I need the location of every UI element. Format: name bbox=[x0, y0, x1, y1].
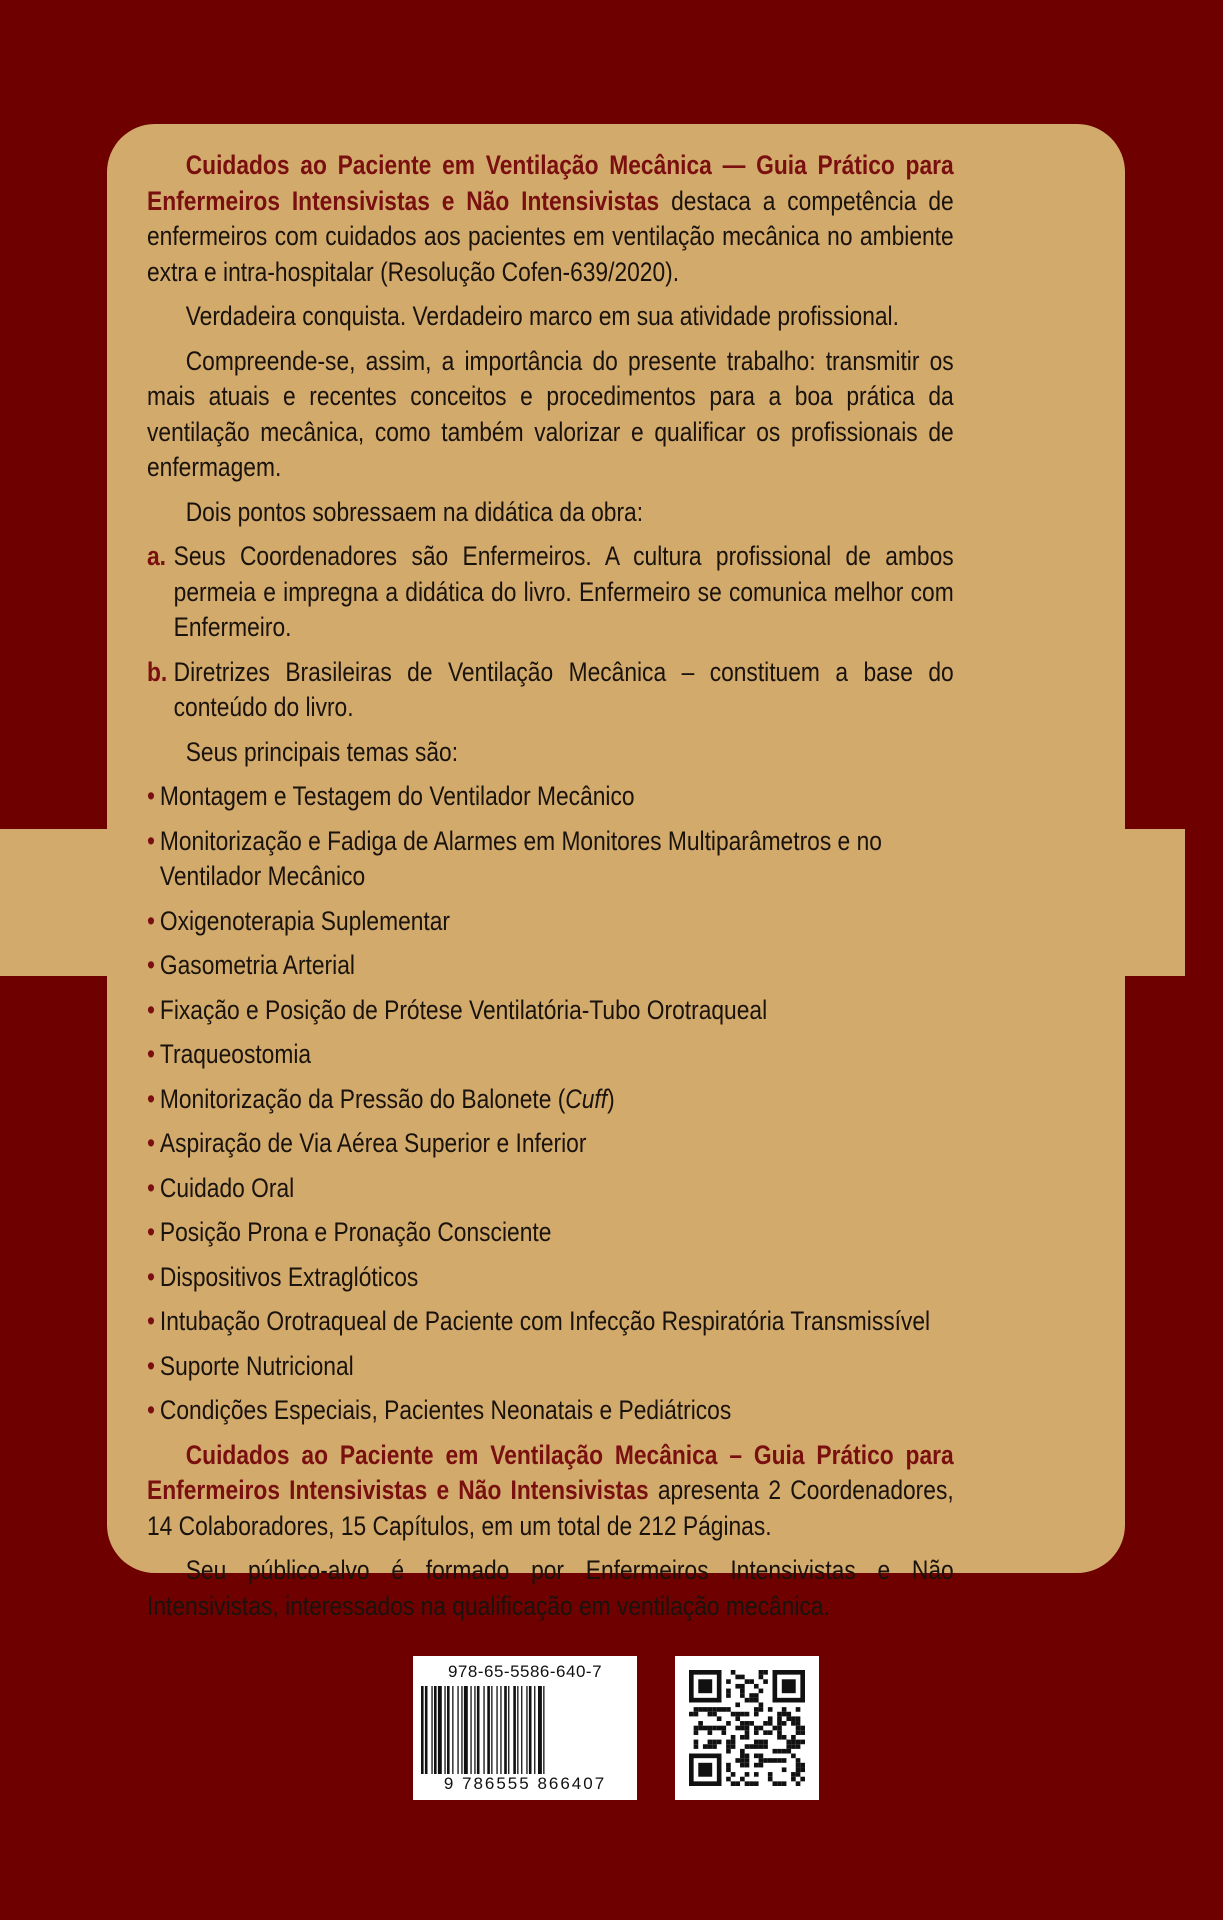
qr-module bbox=[689, 1712, 694, 1717]
qr-module bbox=[721, 1726, 726, 1731]
isbn-number-top: 978-65-5586-640-7 bbox=[447, 1662, 603, 1681]
qr-module bbox=[708, 1726, 713, 1731]
qr-module bbox=[721, 1707, 726, 1712]
barcode-bar bbox=[434, 1686, 437, 1774]
qr-module bbox=[717, 1726, 722, 1731]
qr-module bbox=[726, 1740, 731, 1745]
qr-module bbox=[726, 1763, 731, 1768]
qr-module bbox=[754, 1754, 759, 1759]
qr-module bbox=[759, 1758, 764, 1763]
qr-module bbox=[726, 1679, 731, 1684]
topic-label: Monitorização e Fadiga de Alarmes em Monitores Multiparâmetros e no Ventilador Mecânico bbox=[159, 825, 882, 891]
qr-module bbox=[726, 1707, 731, 1712]
qr-module bbox=[796, 1758, 801, 1763]
bullet-icon: • bbox=[147, 781, 155, 811]
qr-module bbox=[768, 1730, 773, 1735]
qr-module bbox=[712, 1707, 717, 1712]
bullet-icon: • bbox=[147, 905, 155, 936]
qr-module bbox=[796, 1763, 801, 1768]
qr-module bbox=[689, 1754, 721, 1759]
topic-item bbox=[147, 1171, 954, 1207]
qr-module bbox=[763, 1679, 768, 1684]
qr-module bbox=[708, 1707, 713, 1712]
topic-item bbox=[147, 824, 954, 895]
publico-paragraph: Seu público-alvo é formado por Enfermeiros Intensivistas e Não Intensivistas, interessados na qualificação em ventilação mecânica. bbox=[147, 1555, 954, 1621]
qr-module bbox=[800, 1670, 805, 1702]
topic-label: Fixação e Posição de Prótese Ventilatória-Tubo Orotraqueal bbox=[159, 994, 768, 1025]
barcode-bar bbox=[483, 1686, 484, 1774]
qr-module bbox=[735, 1781, 740, 1786]
topic-item bbox=[147, 779, 954, 815]
barcode-bar bbox=[529, 1686, 532, 1774]
qr-module bbox=[800, 1726, 805, 1731]
qr-module bbox=[754, 1740, 759, 1745]
qr-module bbox=[763, 1721, 768, 1726]
topic-label-italic: Cuff bbox=[565, 1083, 608, 1114]
qr-module bbox=[740, 1777, 745, 1782]
qr-module bbox=[754, 1726, 759, 1731]
book-title-highlight: Cuidados ao Paciente em Ventilação Mecânica – Guia Prático para Enfermeiros Intensivistas e Não Intensivistas bbox=[147, 1439, 954, 1505]
point-b-marker: b. bbox=[147, 656, 168, 687]
qr-module bbox=[791, 1754, 796, 1759]
qr-module bbox=[763, 1758, 768, 1763]
bullet-icon: • bbox=[147, 1039, 155, 1069]
barcode-bar bbox=[425, 1686, 428, 1774]
barcode-bar bbox=[464, 1686, 468, 1774]
qr-module bbox=[708, 1744, 713, 1749]
qr-module bbox=[740, 1758, 745, 1763]
qr-module bbox=[777, 1730, 782, 1735]
topic-label: Dispositivos Extraglóticos bbox=[159, 1261, 419, 1292]
qr-module bbox=[712, 1726, 717, 1731]
qr-module bbox=[745, 1679, 750, 1684]
qr-module bbox=[800, 1767, 805, 1772]
barcode-bar bbox=[452, 1686, 453, 1774]
intro-paragraph bbox=[147, 148, 954, 290]
topic-item bbox=[147, 1393, 954, 1429]
qr-module bbox=[698, 1707, 703, 1712]
qr-module bbox=[754, 1763, 759, 1768]
qr-module bbox=[786, 1749, 791, 1754]
qr-module bbox=[796, 1772, 801, 1777]
qr-module bbox=[745, 1781, 750, 1786]
topic-item bbox=[147, 948, 954, 984]
topic-label: Oxigenoterapia Suplementar bbox=[159, 905, 451, 936]
qr-module bbox=[773, 1670, 805, 1675]
qr-module bbox=[759, 1702, 764, 1707]
qr-module bbox=[749, 1698, 754, 1703]
qr-module bbox=[703, 1707, 708, 1712]
qr-module bbox=[791, 1772, 796, 1777]
qr-module bbox=[773, 1749, 778, 1754]
qr-module bbox=[759, 1763, 764, 1768]
qr-module bbox=[768, 1758, 773, 1763]
qr-module bbox=[735, 1712, 740, 1717]
qr-module bbox=[698, 1726, 703, 1731]
qr-module bbox=[763, 1670, 768, 1675]
barcode-bar bbox=[513, 1686, 516, 1774]
qr-module bbox=[749, 1693, 754, 1698]
qr-module bbox=[694, 1740, 699, 1745]
qr-module bbox=[726, 1749, 731, 1754]
topic-item bbox=[147, 1082, 954, 1118]
barcode-bar bbox=[521, 1686, 522, 1774]
isbn-barcode bbox=[413, 1656, 637, 1800]
barcode-bar bbox=[534, 1686, 535, 1774]
qr-module bbox=[782, 1712, 787, 1717]
topic-item bbox=[147, 993, 954, 1029]
book-title-highlight: Cuidados ao Paciente em Ventilação Mecânica — Guia Prático para Enfermeiros Intensivistas e Não Intensivistas bbox=[147, 150, 954, 216]
qr-module bbox=[782, 1781, 787, 1786]
qr-module bbox=[791, 1777, 796, 1782]
qr-module bbox=[717, 1707, 722, 1712]
topic-label: Monitorização da Pressão do Balonete ( bbox=[159, 1083, 566, 1114]
intro-text: destaca a competência de enfermeiros com cuidados aos pacientes em ventilação mecânica no ambiente extra e intra-hospitalar (Resolução Cofen-639/2020). bbox=[147, 185, 954, 287]
qr-module bbox=[731, 1744, 736, 1749]
qr-module bbox=[694, 1726, 699, 1731]
qr-module bbox=[786, 1716, 791, 1721]
point-b-text: Diretrizes Brasileiras de Ventilação Mecânica – constituem a base do conteúdo do livro. bbox=[173, 656, 954, 722]
qr-module bbox=[777, 1726, 782, 1731]
qr-module bbox=[773, 1698, 805, 1703]
topic-item bbox=[147, 1349, 954, 1385]
qr-module bbox=[731, 1740, 736, 1745]
qr-module bbox=[745, 1763, 750, 1768]
topic-label: Intubação Orotraqueal de Paciente com Infecção Respiratória Transmissível bbox=[159, 1306, 931, 1336]
qr-module bbox=[689, 1698, 721, 1703]
qr-module bbox=[759, 1740, 764, 1745]
qr-module bbox=[735, 1684, 740, 1689]
qr-module bbox=[796, 1767, 801, 1772]
qr-module bbox=[708, 1712, 713, 1717]
qr-module bbox=[694, 1730, 699, 1735]
qr-module bbox=[721, 1730, 726, 1735]
bullet-icon: • bbox=[147, 1128, 155, 1158]
barcode-bar bbox=[431, 1686, 432, 1774]
qr-module bbox=[768, 1721, 773, 1726]
qr-module bbox=[777, 1758, 782, 1763]
qr-module bbox=[689, 1781, 721, 1786]
qr-module bbox=[782, 1758, 787, 1763]
qr-module bbox=[796, 1721, 801, 1726]
qr-module bbox=[712, 1744, 717, 1749]
bullet-icon: • bbox=[147, 950, 155, 980]
topic-label-suffix: ) bbox=[607, 1083, 615, 1114]
topic-item bbox=[147, 904, 954, 940]
qr-module bbox=[773, 1758, 778, 1763]
qr-module bbox=[754, 1712, 759, 1717]
qr-module bbox=[796, 1726, 801, 1731]
barcode-bar bbox=[461, 1686, 462, 1774]
bullet-icon: • bbox=[147, 1306, 155, 1336]
qr-code-icon bbox=[689, 1670, 805, 1786]
qr-module bbox=[759, 1675, 764, 1680]
qr-module bbox=[740, 1749, 745, 1754]
qr-module bbox=[735, 1675, 740, 1680]
qr-module bbox=[777, 1735, 782, 1740]
qr-module bbox=[749, 1679, 754, 1684]
qr-module bbox=[717, 1754, 722, 1786]
qr-module bbox=[777, 1721, 782, 1726]
barcode-bar bbox=[421, 1686, 424, 1774]
topic-item bbox=[147, 1126, 954, 1162]
qr-module bbox=[689, 1754, 694, 1786]
bullet-icon: • bbox=[147, 1395, 155, 1425]
bullet-icon: • bbox=[147, 1217, 155, 1247]
point-a-text: Seus Coordenadores são Enfermeiros. A cultura profissional de ambos permeia e impregna a didática do livro. Enfermeiro se comunica melhor com Enfermeiro. bbox=[173, 541, 954, 642]
qr-module bbox=[754, 1730, 759, 1735]
qr-module bbox=[726, 1693, 731, 1698]
topic-item bbox=[147, 1037, 954, 1073]
closing-text: apresenta 2 Coordenadores, 14 Colaboradores, 15 Capítulos, em um total de 212 Páginas. bbox=[147, 1475, 954, 1541]
temas-paragraph: Seus principais temas são: bbox=[185, 736, 459, 767]
barcode-bar bbox=[526, 1686, 527, 1774]
qr-module bbox=[740, 1721, 745, 1726]
qr-module bbox=[796, 1730, 801, 1735]
qr-module bbox=[782, 1707, 787, 1712]
qr-module bbox=[694, 1712, 699, 1717]
importancia-paragraph: Compreende-se, assim, a importância do presente trabalho: transmitir os mais atuais e recentes conceitos e procedimentos para a boa prática da ventilação mecânica, como também valorizar e qualificar os profissionais de enfermagem. bbox=[147, 345, 954, 482]
topic-label: Suporte Nutricional bbox=[159, 1350, 354, 1381]
qr-module bbox=[717, 1716, 722, 1721]
qr-module bbox=[759, 1670, 764, 1675]
conquista-paragraph: Verdadeira conquista. Verdadeiro marco em sua atividade profissional. bbox=[185, 301, 899, 331]
qr-module bbox=[773, 1670, 778, 1702]
topic-label: Montagem e Testagem do Ventilador Mecânico bbox=[159, 781, 635, 811]
topic-label: Gasometria Arterial bbox=[159, 950, 355, 980]
qr-module bbox=[791, 1744, 796, 1749]
barcode-bar bbox=[538, 1686, 542, 1774]
qr-module bbox=[731, 1712, 736, 1717]
qr-module bbox=[745, 1726, 750, 1731]
barcode-bar bbox=[500, 1686, 501, 1774]
barcode-bars bbox=[421, 1686, 629, 1774]
qr-module bbox=[712, 1740, 717, 1745]
qr-module bbox=[731, 1735, 736, 1740]
barcode-bar bbox=[438, 1686, 442, 1774]
topic-label: Traqueostomia bbox=[159, 1039, 312, 1069]
qr-module bbox=[740, 1735, 745, 1740]
qr-module bbox=[740, 1689, 745, 1694]
back-cover-text bbox=[147, 148, 954, 1633]
qr-module bbox=[754, 1684, 759, 1689]
qr-module bbox=[796, 1744, 801, 1749]
topic-label: Cuidado Oral bbox=[159, 1172, 295, 1203]
qr-module bbox=[698, 1679, 712, 1693]
qr-module bbox=[745, 1721, 750, 1726]
qr-module bbox=[749, 1744, 754, 1749]
qr-module bbox=[745, 1744, 750, 1749]
qr-module bbox=[694, 1707, 699, 1712]
qr-module bbox=[782, 1721, 787, 1726]
qr-module bbox=[777, 1781, 782, 1786]
qr-module bbox=[791, 1721, 796, 1726]
qr-module bbox=[749, 1721, 754, 1726]
qr-module bbox=[786, 1712, 791, 1717]
qr-module bbox=[726, 1744, 731, 1749]
qr-module bbox=[796, 1740, 801, 1745]
qr-module bbox=[717, 1670, 722, 1702]
qr-module bbox=[735, 1726, 740, 1731]
qr-module bbox=[708, 1730, 713, 1735]
qr-module bbox=[791, 1735, 796, 1740]
qr-module bbox=[759, 1689, 764, 1694]
qr-module bbox=[717, 1740, 722, 1745]
barcode-bar bbox=[444, 1686, 445, 1774]
qr-module bbox=[800, 1730, 805, 1735]
qr-module bbox=[735, 1702, 740, 1707]
qr-code bbox=[675, 1656, 819, 1800]
qr-module bbox=[777, 1749, 782, 1754]
qr-module bbox=[791, 1740, 796, 1745]
qr-module bbox=[745, 1735, 750, 1740]
qr-module bbox=[759, 1754, 764, 1759]
qr-module bbox=[740, 1675, 745, 1680]
bullet-icon: • bbox=[147, 1261, 155, 1292]
closing-paragraph bbox=[147, 1438, 954, 1545]
qr-module bbox=[740, 1754, 745, 1759]
qr-module bbox=[768, 1772, 773, 1777]
qr-module bbox=[768, 1716, 773, 1721]
barcode-bar bbox=[457, 1686, 458, 1774]
topic-label: Posição Prona e Pronação Consciente bbox=[159, 1217, 552, 1247]
qr-module bbox=[763, 1744, 768, 1749]
qr-module bbox=[726, 1767, 731, 1772]
qr-module bbox=[745, 1698, 750, 1703]
barcode-bar bbox=[477, 1686, 480, 1774]
point-a bbox=[147, 539, 954, 646]
qr-module bbox=[754, 1698, 759, 1703]
qr-module bbox=[708, 1740, 713, 1745]
qr-module bbox=[740, 1684, 745, 1689]
pontos-paragraph: Dois pontos sobressaem na didática da obra: bbox=[185, 496, 644, 527]
qr-module bbox=[768, 1707, 773, 1712]
barcode-bar bbox=[487, 1686, 490, 1774]
qr-module bbox=[800, 1777, 805, 1782]
qr-module bbox=[754, 1781, 759, 1786]
qr-module bbox=[777, 1712, 782, 1717]
topic-label: Aspiração de Via Aérea Superior e Inferior bbox=[159, 1128, 587, 1158]
qr-module bbox=[763, 1730, 768, 1735]
qr-module bbox=[731, 1781, 736, 1786]
qr-module bbox=[703, 1726, 708, 1731]
topic-item bbox=[147, 1260, 954, 1296]
qr-module bbox=[726, 1689, 731, 1694]
barcode-bar bbox=[508, 1686, 509, 1774]
qr-module bbox=[745, 1772, 750, 1777]
qr-module bbox=[754, 1744, 759, 1749]
qr-module bbox=[726, 1777, 731, 1782]
qr-module bbox=[735, 1716, 740, 1721]
qr-module bbox=[796, 1716, 801, 1721]
qr-module bbox=[698, 1763, 712, 1777]
qr-module bbox=[754, 1772, 759, 1777]
qr-module bbox=[740, 1726, 745, 1731]
qr-module bbox=[782, 1679, 796, 1693]
qr-module bbox=[782, 1767, 787, 1772]
bullet-icon: • bbox=[147, 994, 155, 1025]
topic-label: Condições Especiais, Pacientes Neonatais e Pediátricos bbox=[159, 1395, 732, 1425]
point-b bbox=[147, 655, 954, 726]
qr-module bbox=[759, 1726, 764, 1731]
qr-module bbox=[800, 1763, 805, 1768]
qr-module bbox=[786, 1740, 791, 1745]
barcode-bar bbox=[496, 1686, 497, 1774]
barcode-bar bbox=[517, 1686, 518, 1774]
qr-module bbox=[745, 1712, 750, 1717]
qr-module bbox=[796, 1781, 801, 1786]
qr-module bbox=[731, 1772, 736, 1777]
qr-module bbox=[689, 1670, 721, 1675]
bullet-icon: • bbox=[147, 1083, 155, 1114]
qr-module bbox=[800, 1740, 805, 1745]
qr-module bbox=[759, 1744, 764, 1749]
qr-module bbox=[694, 1744, 699, 1749]
barcode-bar bbox=[447, 1686, 450, 1774]
qr-module bbox=[735, 1758, 740, 1763]
barcode-bar bbox=[470, 1686, 471, 1774]
qr-module bbox=[782, 1735, 787, 1740]
qr-module bbox=[773, 1781, 778, 1786]
isbn-number-bottom: 9 786555 866407 bbox=[443, 1774, 607, 1793]
qr-module bbox=[777, 1716, 782, 1721]
qr-module bbox=[749, 1781, 754, 1786]
qr-module bbox=[698, 1721, 703, 1726]
point-a-marker: a. bbox=[147, 541, 167, 571]
bullet-icon: • bbox=[147, 1172, 155, 1203]
qr-module bbox=[791, 1716, 796, 1721]
qr-module bbox=[773, 1726, 778, 1731]
qr-module bbox=[745, 1758, 750, 1763]
qr-module bbox=[712, 1712, 717, 1717]
qr-module bbox=[731, 1670, 736, 1675]
qr-module bbox=[740, 1763, 745, 1768]
bullet-icon: • bbox=[147, 1350, 155, 1381]
qr-module bbox=[786, 1744, 791, 1749]
barcode-bar bbox=[543, 1686, 544, 1774]
qr-module bbox=[726, 1721, 731, 1726]
qr-module bbox=[754, 1707, 759, 1712]
qr-module bbox=[796, 1707, 801, 1712]
qr-module bbox=[740, 1712, 745, 1717]
qr-module bbox=[689, 1670, 694, 1702]
qr-module bbox=[782, 1749, 787, 1754]
qr-module bbox=[768, 1777, 773, 1782]
bullet-icon: • bbox=[147, 825, 155, 856]
qr-module bbox=[763, 1740, 768, 1745]
topic-item bbox=[147, 1215, 954, 1251]
qr-module bbox=[703, 1744, 708, 1749]
qr-module bbox=[740, 1693, 745, 1698]
barcode-bar bbox=[474, 1686, 475, 1774]
barcode-bar bbox=[491, 1686, 492, 1774]
qr-module bbox=[745, 1730, 750, 1735]
qr-module bbox=[745, 1754, 750, 1759]
qr-module bbox=[759, 1707, 764, 1712]
topic-item bbox=[147, 1304, 954, 1340]
barcode-bar bbox=[504, 1686, 507, 1774]
qr-module bbox=[754, 1693, 759, 1698]
